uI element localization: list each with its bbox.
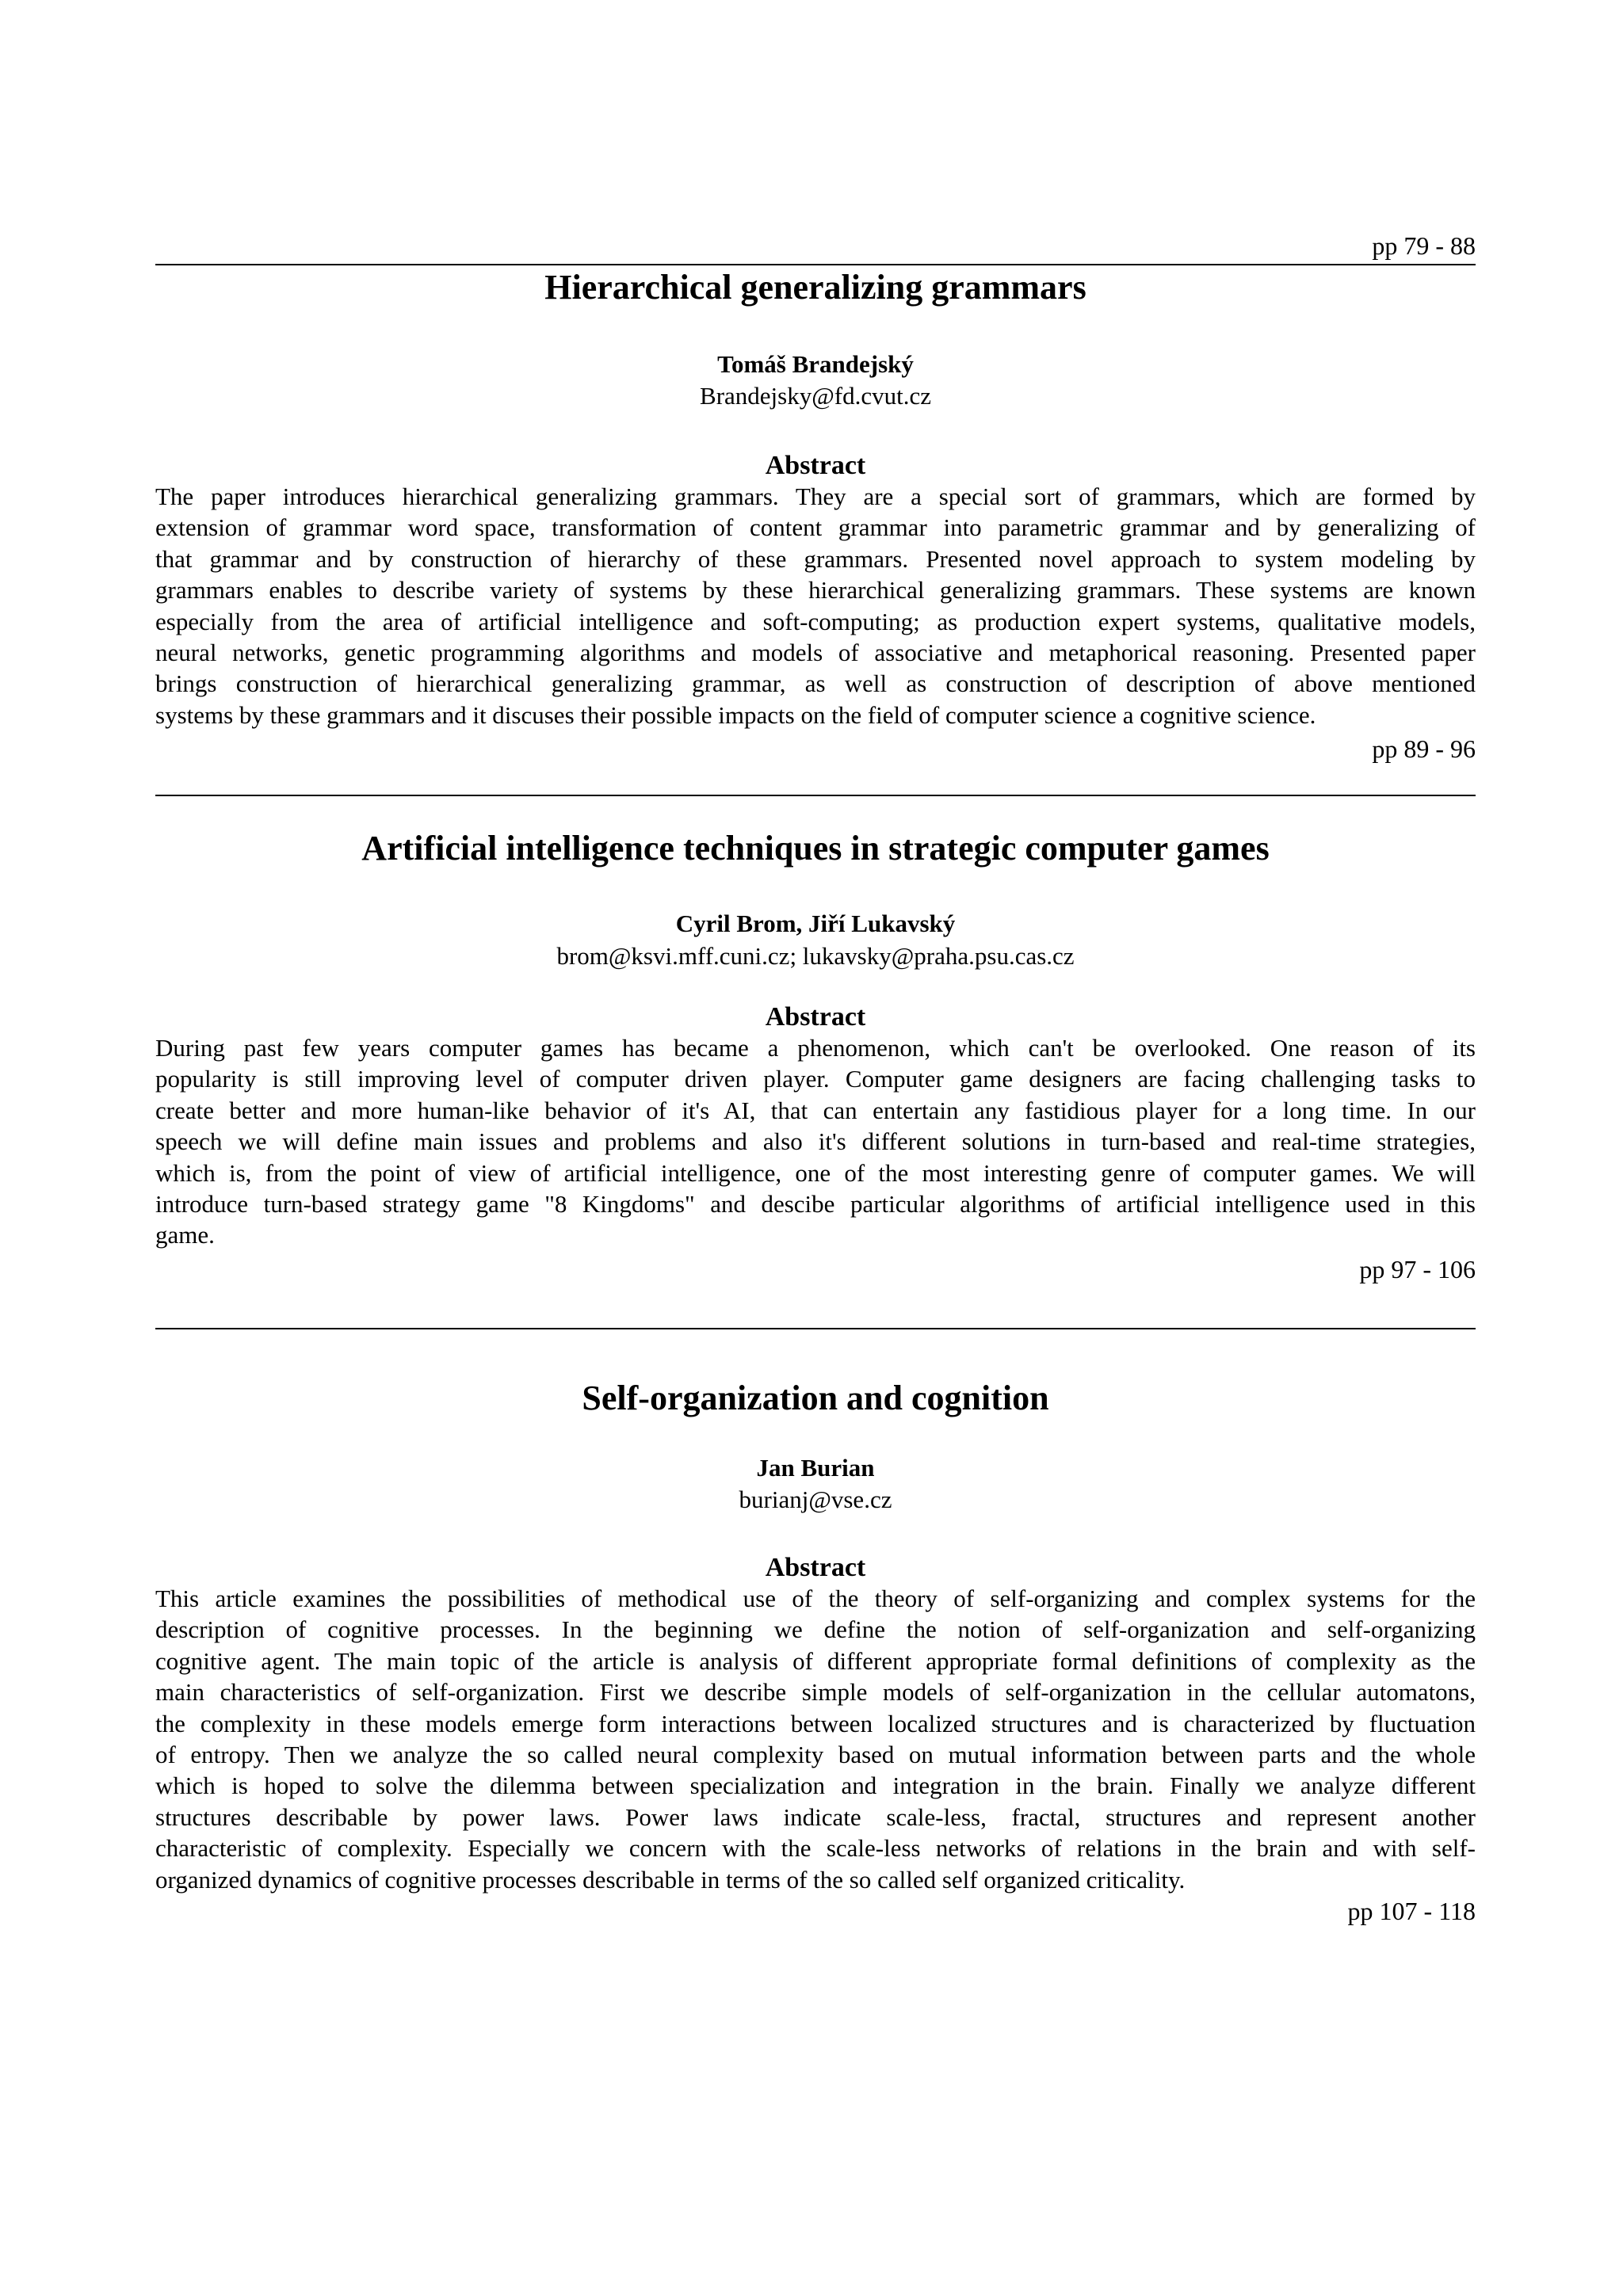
paper-title: Hierarchical generalizing grammars [544, 268, 1086, 307]
abstract-line: which is hoped to solve the dilemma between specialization and integration in the brain. Finally we analyze different [155, 1772, 1476, 1800]
paper-title: Self-organization and cognition [582, 1379, 1049, 1417]
abstract-line: cognitive agent. The main topic of the article is analysis of different appropriate formal definitions of complexity as the [155, 1646, 1476, 1675]
abstract-line: especially from the area of artificial intelligence and soft-computing; as production expert systems, qualitative models, [155, 607, 1476, 635]
abstract-heading: Abstract [765, 1002, 866, 1032]
abstract-line: The paper introduces hierarchical generalizing grammars. They are a special sort of grammars, which are formed by [155, 482, 1476, 510]
abstract-heading: Abstract [765, 1553, 866, 1582]
abstract-line: description of cognitive processes. In the beginning we define the notion of self-organization and self-organizing [155, 1615, 1476, 1644]
abstract-text [155, 481, 1476, 730]
pp-range: pp 79 - 88 [1372, 231, 1476, 260]
abstract-text [155, 1583, 1476, 1895]
abstract-line: that grammar and by construction of hierarchy of these grammars. Presented novel approach to system modeling by [155, 544, 1476, 573]
paper-email: burianj@vse.cz [739, 1486, 892, 1513]
abstract-line: the complexity in these models emerge form interactions between localized structures and is characterized by fluctuation [155, 1709, 1476, 1737]
separator-rule [155, 264, 1476, 265]
abstract-line: neural networks, genetic programming algorithms and models of associative and metaphorical reasoning. Presented paper [155, 639, 1476, 667]
paper-title: Artificial intelligence techniques in strategic computer games [361, 829, 1270, 868]
abstract-line: During past few years computer games has became a phenomenon, which can't be overlooked. One reason of its [155, 1034, 1476, 1062]
abstract-line: This article examines the possibilities of methodical use of the theory of self-organizing and complex systems for the [155, 1585, 1476, 1612]
abstract-line: characteristic of complexity. Especially we concern with the scale-less networks of relations in the brain and with self- [155, 1834, 1476, 1863]
abstract-line: of entropy. Then we analyze the so called neural complexity based on mutual information between parts and the whole [155, 1741, 1476, 1769]
abstract-line: popularity is still improving level of computer driven player. Computer game designers are facing challenging tasks to [155, 1065, 1476, 1093]
abstract-line: create better and more human-like behavior of it's AI, that can entertain any fastidious player for a long time. In our [155, 1096, 1476, 1124]
abstract-line: structures describable by power laws. Power laws indicate scale-less, fractal, structures and represent another [155, 1802, 1476, 1831]
abstract-heading: Abstract [765, 451, 866, 480]
paper-authors: Cyril Brom, Jiří Lukavský [675, 910, 956, 937]
abstract-line: which is, from the point of view of artificial intelligence, one of the most interesting genre of computer games. We will [155, 1158, 1476, 1187]
abstract-text [155, 1032, 1476, 1251]
pp-range: pp 97 - 106 [1359, 1255, 1476, 1283]
abstract-line: organized dynamics of cognitive processes describable in terms of the so called self organized criticality. [155, 1865, 1186, 1894]
paper-email: brom@ksvi.mff.cuni.cz; lukavsky@praha.psu.cas.cz [556, 942, 1075, 970]
pp-range: pp 107 - 118 [1347, 1897, 1476, 1925]
abstract-line: game. [155, 1221, 215, 1249]
abstract-line: main characteristics of self-organization. First we describe simple models of self-organization in the cellular automatons, [155, 1678, 1476, 1707]
abstract-line: extension of grammar word space, transformation of content grammar into parametric grammar and by generalizing of [155, 513, 1476, 542]
separator-rule [155, 1328, 1476, 1329]
abstract-line: systems by these grammars and it discuses their possible impacts on the field of computer science a cognitive science. [155, 700, 1316, 729]
abstract-line: introduce turn-based strategy game "8 Kingdoms" and descibe particular algorithms of artificial intelligence used in this [155, 1190, 1476, 1219]
abstract-line: speech we will define main issues and problems and also it's different solutions in turn-based and real-time strategies, [155, 1127, 1476, 1156]
abstract-line: grammars enables to describe variety of systems by these hierarchical generalizing grammars. These systems are known [155, 576, 1476, 605]
abstract-line: brings construction of hierarchical generalizing grammar, as well as construction of description of above mentioned [155, 669, 1476, 698]
separator-rule [155, 795, 1476, 796]
paper-authors: Tomáš Brandejský [717, 350, 914, 378]
paper-email: Brandejsky@fd.cvut.cz [700, 382, 931, 410]
pp-range: pp 89 - 96 [1372, 734, 1476, 763]
paper-authors: Jan Burian [756, 1454, 875, 1482]
